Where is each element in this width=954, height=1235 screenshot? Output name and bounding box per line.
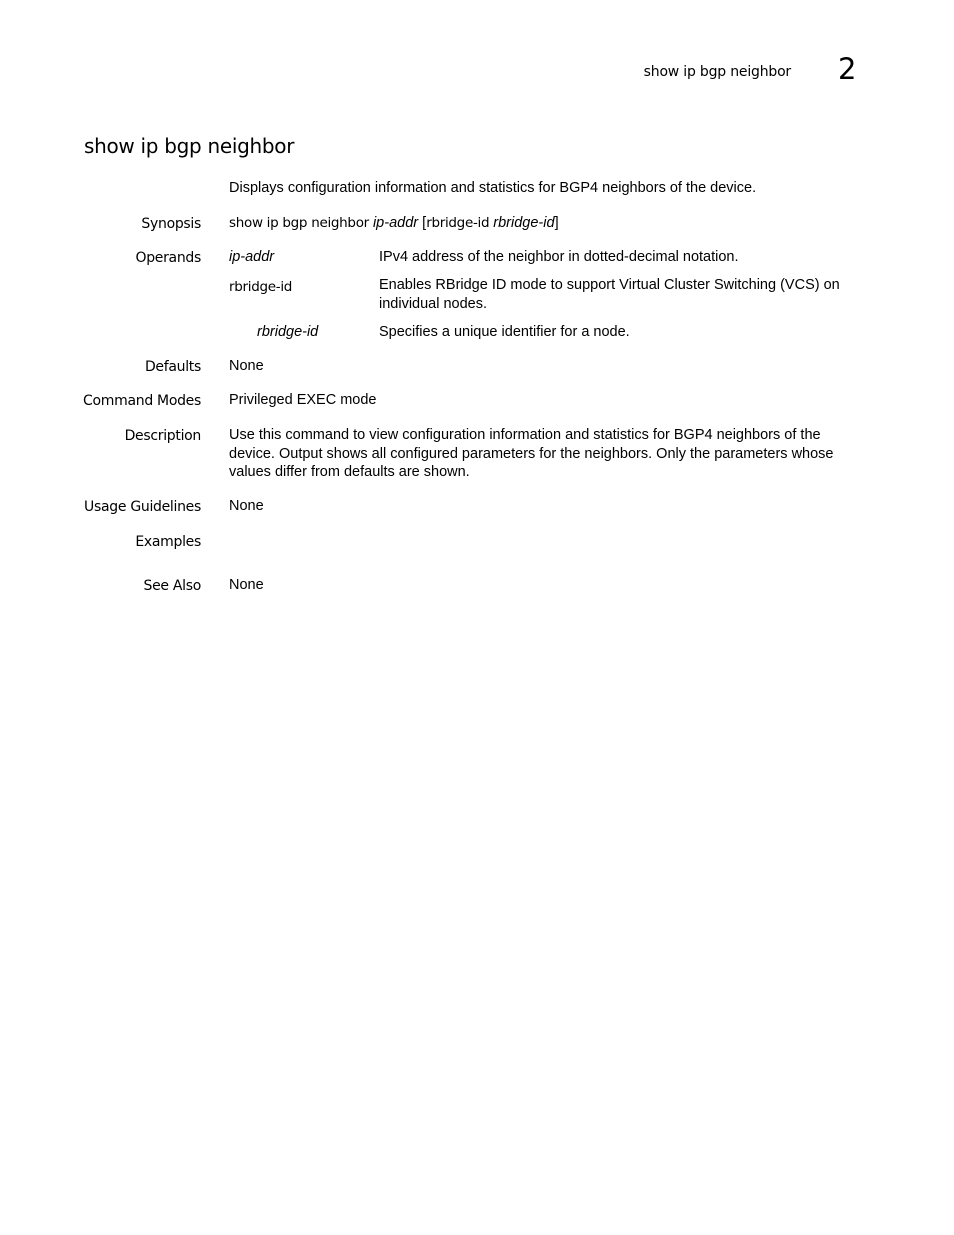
operand-name-rbridge-id-value: rbridge-id [257, 324, 319, 340]
defaults-label: Defaults [144, 359, 201, 375]
summary-text: Displays configuration information and statistics for BGP4 neighbors of the device. [229, 180, 757, 196]
synopsis-label: Synopsis [141, 216, 201, 232]
operand-desc-rbridge-id-value: Specifies a unique identifier for a node. [379, 324, 630, 340]
synopsis-arg-rbridge-id: rbridge-id [493, 215, 555, 231]
synopsis-command: show ip bgp neighbor [229, 215, 369, 231]
description-value: Use this command to view configuration information and statistics for BGP4 neighbors of the device. Output shows all configured parameters for the neighbors. Only the parameters whose values differ from defaults are shown. [229, 427, 834, 480]
operand-name-rbridge-id: rbridge-id [229, 279, 293, 295]
defaults-value: None [229, 358, 264, 374]
operand-desc-ip-addr: IPv4 address of the neighbor in dotted-decimal notation. [379, 249, 739, 265]
see-also-value: None [229, 577, 264, 593]
synopsis-keyword-rbridge-id: rbridge-id [426, 215, 490, 231]
command-modes-label: Command Modes [83, 393, 201, 409]
operands-label: Operands [135, 250, 201, 266]
usage-guidelines-label: Usage Guidelines [84, 499, 201, 515]
description-label: Description [124, 428, 201, 444]
chapter-number: 2 [838, 52, 857, 86]
command-modes-value: Privileged EXEC mode [229, 392, 377, 408]
synopsis-close-bracket: ] [554, 215, 559, 231]
synopsis-line [229, 214, 559, 233]
synopsis-open-bracket: [ [422, 215, 427, 231]
operand-name-ip-addr: ip-addr [229, 249, 275, 265]
see-also-label: See Also [143, 578, 201, 594]
synopsis-arg-ip-addr: ip-addr [372, 215, 419, 231]
usage-guidelines-value: None [229, 498, 264, 514]
page-title: show ip bgp neighbor [84, 134, 295, 158]
running-header-title: show ip bgp neighbor [643, 64, 791, 80]
examples-label: Examples [135, 534, 201, 550]
operand-desc-rbridge-id: Enables RBridge ID mode to support Virtual Cluster Switching (VCS) on individual nodes. [379, 277, 840, 312]
